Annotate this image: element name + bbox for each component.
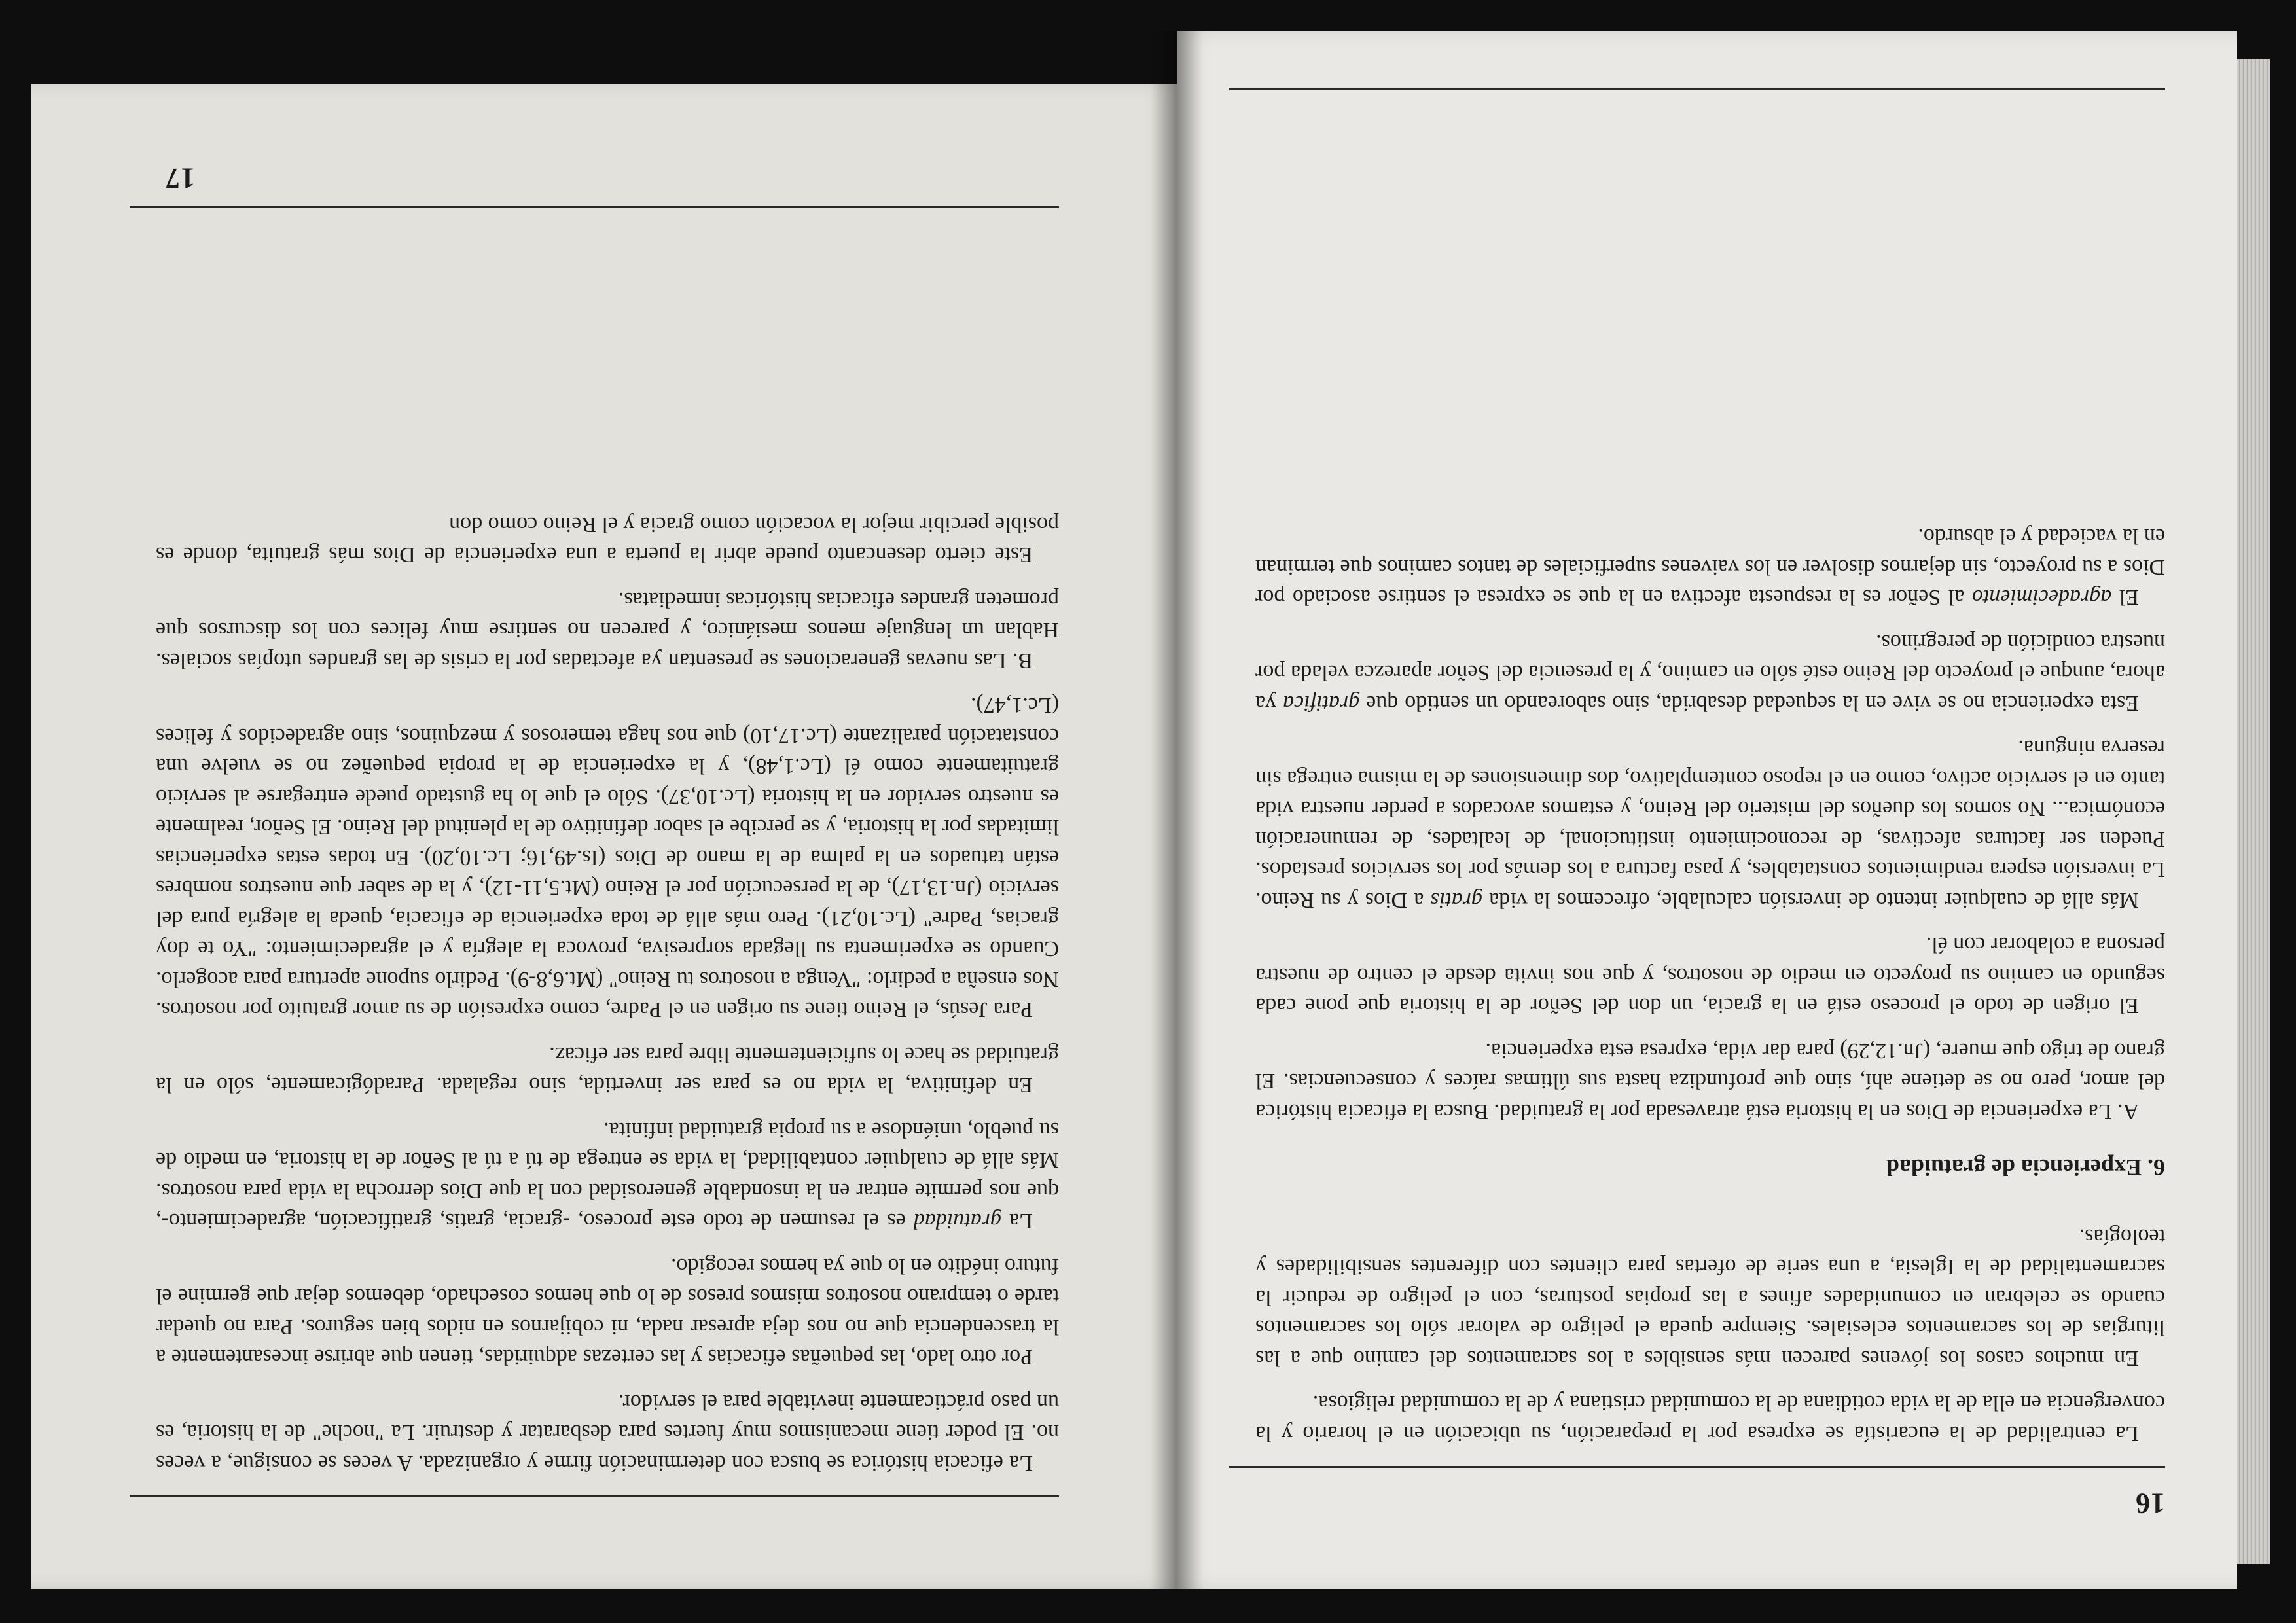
paragraph-origen: El origen de todo el proceso está en la gracia, un don del Señor de la historia que pone cada segundo en camino su proyecto en medio de nosotros, y que nos invita desde el centro de nuestra persona a colaborar con él.	[1255, 933, 2165, 1018]
text-run: ya ahora, aunque el proyecto del Reino esté sólo en camino, y la presencia del Señor aparezca velada por nuestra condición de peregrinos.	[1255, 630, 2165, 715]
page-17	[31, 84, 1177, 1589]
footer-rule	[130, 206, 1059, 208]
paragraph-section-b: B. Las nuevas generaciones se presentan ya afectadas por la crisis de las grandes utopías sociales. Hablan un lenguaje menos mesiánico, y parecen no sentirse muy felices con los discursos que prometen grandes eficacias históricas inmediatas.	[156, 588, 1059, 673]
paragraph-gratuidad	[156, 1115, 1059, 1236]
emphasis-agradecimiento: agradecimiento	[1971, 585, 2112, 610]
page-16	[1177, 31, 2237, 1589]
header-rule	[130, 1495, 1059, 1497]
text-run: Esta experiencia no se vive en la sequedad desabrida, sino saboreando un sentido que	[1359, 691, 2139, 715]
emphasis-gratuidad: gratuidad	[913, 1209, 1001, 1234]
page-number: 16	[2135, 1488, 2165, 1520]
paragraph-section-a: A. La experiencia de Dios en la historia está atravesada por la gratuidad. Busca la eficacia histórica del amor, pero no se detiene ahí, sino que profundiza hasta sus últimas raíces y consecuencias. El grano de trigo que muere, (Jn.12,29) para dar vida, expresa esta experiencia.	[1255, 1039, 2165, 1124]
text-run: al Señor es la respuesta afectiva en la que se expresa el sentirse asociado por Dios a su proyecto, sin dejarnos disolver en los vaivenes superficiales de tantos caminos que terminan en la vaciedad y el absurdo.	[1255, 524, 2165, 610]
paragraph-agradecimiento	[1255, 521, 2165, 613]
emphasis-gratis: gratis	[1430, 888, 1482, 912]
text-run: a Dios y su Reino. La inversión espera rendimientos constatables, y pasa factura a los demás por los servicios prestados. Pueden ser facturas afectivas, de reconocimiento institucional, de lealtades, de remuneración económica... No somos los dueños del misterio del Reino, y estamos avocados a perder nuestra vida tanto en el servicio activo, como en el reposo contemplativo, dos dimensiones de la misma entrega sin reserva ninguna.	[1255, 736, 2165, 912]
text-run: Más allá de cualquier intento de inversión calculable, ofrecemos la vida	[1482, 888, 2139, 912]
text-run: La	[1001, 1209, 1033, 1234]
header-rule	[1229, 1466, 2165, 1468]
page-number: 17	[165, 162, 195, 194]
paragraph-esta-experiencia	[1255, 627, 2165, 719]
emphasis-gratifica: gratifica	[1283, 691, 1360, 715]
section-heading: 6. Experiencia de gratuidad	[1886, 1154, 2165, 1181]
page-edges	[2237, 59, 2270, 1564]
text-run: El	[2111, 585, 2139, 610]
paragraph-definitiva: En definitiva, la vida no es para ser invertida, sino regalada. Paradógicamente, sólo en la gratuidad se hace lo suficientemente libre para ser eficaz.	[156, 1043, 1059, 1097]
paragraph-otro-lado: Por otro lado, las pequeñas eficacias y las certezas adquiridas, tienen que abrirse incesantemente a la trascendencia que no nos deja apresar nada, ni cobijarnos en nidos bien seguros. Para no quedar tarde o temprano nosotros mismos presos de lo que hemos cosechado, debemos dejar que germine el futuro inédito en lo que ya hemos recogido.	[156, 1254, 1059, 1370]
paragraph-mas-alla	[1255, 732, 2165, 915]
paragraph-centralidad: La centralidad de la eucaristía se expresa por la preparación, su ubicación en el horario y la convergencia en ella de la vida cotidiana de la comunidad cristiana y de la comunidad religiosa.	[1255, 1391, 2165, 1446]
page-17-body	[156, 509, 1059, 1478]
footer-rule	[1229, 88, 2165, 90]
paragraph-eficacia: La eficacia histórica se busca con determinación firme y organizada. A veces se consigue, a veces no. El poder tiene mecanismos muy fuertes para desbaratar y destruir. La "noche" de la historia, es un paso prácticamente inevitable para el servidor.	[156, 1390, 1059, 1475]
paragraph-jovenes: En muchos casos los jóvenes parecen más sensibles a los sacramentos del camino que a las liturgias de los sacramentos eclesiales. Siempre queda el peligro de valorar sólo los sacramentos cuando se celebran en comunidades afines a las propias posturas, con el peligro de reducir la sacramentalidad de la Iglesia, a una serie de ofertas para clientes con diferentes sensibilidades y teologías.	[1255, 1224, 2165, 1370]
text-run: es el resumen de todo este proceso, -gracia, gratis, gratificación, agradecimiento-, que nos permite entrar en la insondable generosidad con la que Dios derrocha la vida para nosotros. Más allá de cualquier contabilidad, la vida se entrega de tú a tú al Señor de la historia, en medio de su pueblo, uniéndose a su propia gratuidad infinita.	[155, 1118, 1059, 1234]
paragraph-jesus: Para Jesús, el Reino tiene su origen en el Padre, como expresión de su amor gratuito por nosotros. Nos enseña a pedirlo: "Venga a nosotros tu Reino" (Mt.6,8-9). Pedirlo supone apertura para acogerlo. Cuando se experimenta su llegada sorpresiva, provoca la alegría y el agradecimiento: "Yo te doy gracias, Padre" (Lc.10,21). Pero más allá de toda experiencia de eficacia, queda la alegría pura del servicio (Jn.13,17), de la persecución por el Reino (Mt.5,11-12), y la de saber que nuestros nombres están tatuados en la palma de la mano de Dios (Is.49,16; Lc.10,20). En todas estas experiencias limitadas por la historia, y se percibe el sabor definitivo de la plenitud del Reino. El Señor, realmente es nuestro servidor en la historia (Lc.10,37). Sólo el que lo ha gustado puede entregarse al servicio gratuitamente como él (Lc.1,48), y la experiencia de la propia pequeñez no se vuelve una constatación paralizante (Lc.17,10) que nos haga temerosos y mezquinos, sino agradecidos y felices (Lc.1,47).	[156, 693, 1059, 1022]
paragraph-desencanto: Este cierto desencanto puede abrir la puerta a una experiencia de Dios más gratuita, donde es posible percibir mejor la vocación como gracia y el Reino como don	[156, 512, 1059, 567]
page-16-body	[1255, 521, 2165, 1448]
